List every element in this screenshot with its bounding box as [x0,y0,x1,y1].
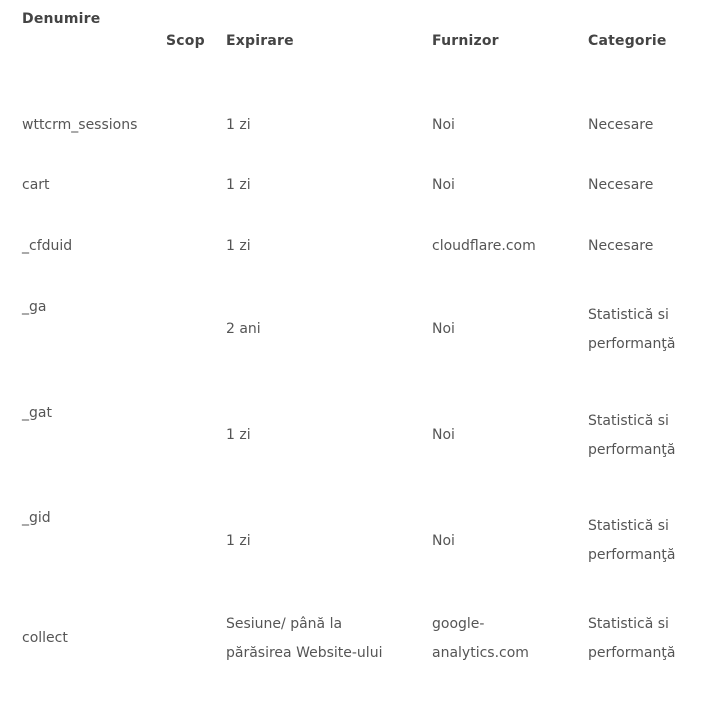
header-name: Denumire [22,11,101,27]
row-7-provider-line1: google- [432,616,485,632]
header-expiry: Expirare [226,33,294,49]
row-3-name: _cfduid [22,238,73,254]
row-2-provider: Noi [432,177,455,193]
header-provider: Furnizor [432,33,499,49]
row-4-provider: Noi [432,321,455,337]
row-4-name: _ga [22,299,47,315]
row-1-name: wttcrm_sessions [22,117,138,133]
row-1-provider: Noi [432,117,455,133]
row-5-name: _gat [22,405,52,421]
row-1-expiry: 1 zi [226,117,251,133]
row-7-expiry-line2: părăsirea Website-ului [226,645,383,661]
row-4-category-line1: Statistică si [588,307,669,323]
header-category: Categorie [588,33,667,49]
row-6-provider: Noi [432,533,455,549]
row-4-expiry: 2 ani [226,321,261,337]
row-3-expiry: 1 zi [226,238,251,254]
row-6-category-line2: performanţă [588,547,676,563]
header-purpose: Scop [166,33,205,49]
row-6-name: _gid [22,510,51,526]
row-3-provider: cloudflare.com [432,238,536,254]
row-5-category-line2: performanţă [588,442,676,458]
row-1-category: Necesare [588,117,654,133]
row-4-category-line2: performanţă [588,336,676,352]
row-7-name: collect [22,630,68,646]
row-2-expiry: 1 zi [226,177,251,193]
row-7-category-line1: Statistică si [588,616,669,632]
row-3-category: Necesare [588,238,654,254]
row-5-category-line1: Statistică si [588,413,669,429]
row-2-name: cart [22,177,50,193]
row-7-expiry-line1: Sesiune/ până la [226,616,343,632]
row-2-category: Necesare [588,177,654,193]
row-5-provider: Noi [432,427,455,443]
row-7-category-line2: performanţă [588,645,676,661]
row-6-category-line1: Statistică si [588,518,669,534]
row-6-expiry: 1 zi [226,533,251,549]
row-5-expiry: 1 zi [226,427,251,443]
row-7-provider-line2: analytics.com [432,645,529,661]
